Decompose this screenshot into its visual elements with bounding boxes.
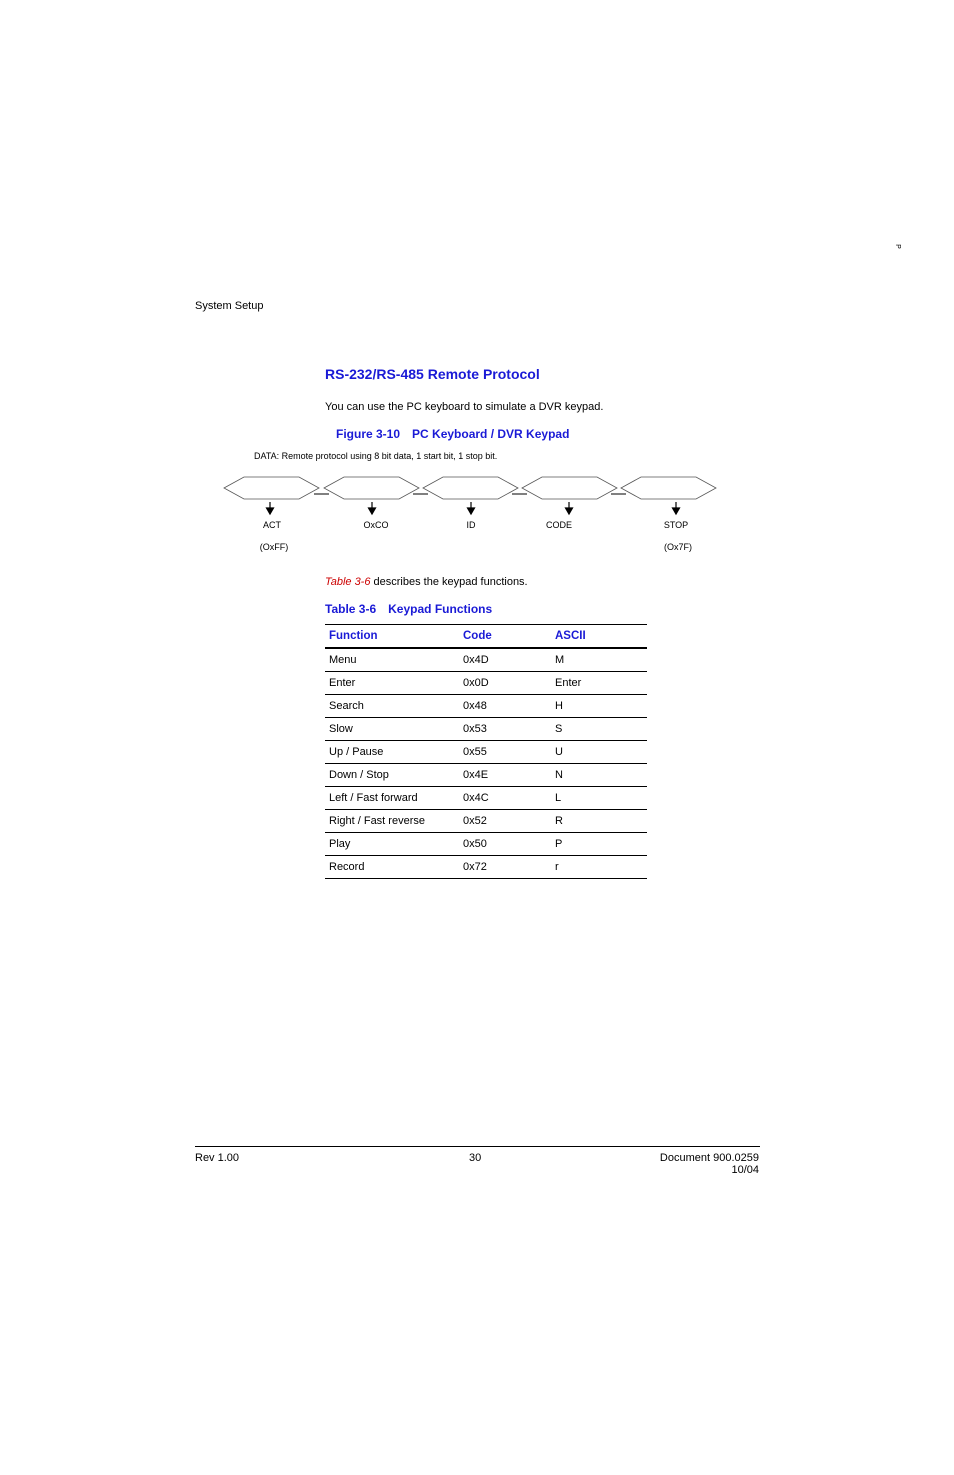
cell-ascii: Enter xyxy=(551,672,647,695)
table-row xyxy=(325,787,647,810)
cell-function: Left / Fast forward xyxy=(325,787,459,810)
field-label-stop: STOP xyxy=(663,520,689,530)
field-sub-stop: (Ox7F) xyxy=(664,542,692,552)
cell-function: Slow xyxy=(325,718,459,741)
corner-mark: P xyxy=(893,244,901,249)
cell-function: Play xyxy=(325,833,459,856)
field-label-act: ACT xyxy=(263,520,281,530)
cell-function: Enter xyxy=(325,672,459,695)
footer-document-number: Document 900.0259 xyxy=(659,1152,759,1164)
table-row xyxy=(325,741,647,764)
reference-text: describes the keypad functions. xyxy=(370,576,528,588)
cell-code: 0x53 xyxy=(459,718,551,741)
footer-revision: Rev 1.00 xyxy=(195,1152,240,1164)
footer-date: 10/04 xyxy=(731,1164,759,1176)
field-shape-code xyxy=(522,477,617,499)
arrow-act xyxy=(267,508,274,514)
table-row xyxy=(325,648,647,672)
cell-ascii: L xyxy=(551,787,647,810)
running-header: System Setup xyxy=(195,300,264,312)
figure-caption xyxy=(336,427,569,441)
cell-ascii: P xyxy=(551,833,647,856)
cell-code: 0x52 xyxy=(459,810,551,833)
field-label-oxco: OxCO xyxy=(363,520,389,530)
table-reference xyxy=(325,576,528,588)
table-row xyxy=(325,856,647,879)
footer-rule xyxy=(195,1146,760,1147)
cell-code: 0x4E xyxy=(459,764,551,787)
footer-page-number: 30 xyxy=(469,1152,482,1164)
table-row xyxy=(325,672,647,695)
cell-function: Menu xyxy=(325,648,459,672)
header-ascii: ASCII xyxy=(551,625,647,649)
arrow-code xyxy=(566,508,573,514)
footer-document xyxy=(600,1152,759,1176)
field-shape-oxco xyxy=(324,477,419,499)
cell-ascii: S xyxy=(551,718,647,741)
cell-function: Down / Stop xyxy=(325,764,459,787)
table-row xyxy=(325,810,647,833)
cell-function: Up / Pause xyxy=(325,741,459,764)
arrow-id xyxy=(468,508,475,514)
cell-function: Right / Fast reverse xyxy=(325,810,459,833)
table-row xyxy=(325,718,647,741)
cell-ascii: R xyxy=(551,810,647,833)
table-row xyxy=(325,764,647,787)
cell-ascii: N xyxy=(551,764,647,787)
field-shape-act xyxy=(224,477,319,499)
cell-code: 0x48 xyxy=(459,695,551,718)
cell-code: 0x0D xyxy=(459,672,551,695)
data-format-label: DATA: Remote protocol using 8 bit data, 1 start bit, 1 stop bit. xyxy=(254,451,498,461)
field-shape-stop xyxy=(621,477,716,499)
table-caption xyxy=(325,602,492,616)
cell-code: 0x55 xyxy=(459,741,551,764)
keypad-functions-table xyxy=(325,624,647,879)
table-number: Table 3-6 xyxy=(325,602,377,616)
table-header-row xyxy=(325,625,647,649)
arrow-oxco xyxy=(369,508,376,514)
field-label-id: ID xyxy=(466,520,476,530)
cell-ascii: U xyxy=(551,741,647,764)
table-title: Keypad Functions xyxy=(388,602,493,616)
cell-code: 0x4D xyxy=(459,648,551,672)
cell-code: 0x50 xyxy=(459,833,551,856)
header-code: Code xyxy=(459,625,551,649)
header-function: Function xyxy=(325,625,459,649)
figure-title: PC Keyboard / DVR Keypad xyxy=(412,427,570,441)
cell-code: 0x4C xyxy=(459,787,551,810)
field-label-code: CODE xyxy=(545,520,572,530)
field-shape-id xyxy=(423,477,518,499)
cell-ascii: M xyxy=(551,648,647,672)
table-row xyxy=(325,695,647,718)
section-heading: RS-232/RS-485 Remote Protocol xyxy=(325,366,540,382)
intro-paragraph: You can use the PC keyboard to simulate a DVR keypad. xyxy=(325,401,604,413)
arrow-stop xyxy=(673,508,680,514)
cell-ascii: r xyxy=(551,856,647,879)
field-sub-act: (OxFF) xyxy=(259,542,289,552)
table-link[interactable]: Table 3-6 xyxy=(325,576,371,588)
table-row xyxy=(325,833,647,856)
cell-function: Search xyxy=(325,695,459,718)
figure-number: Figure 3-10 xyxy=(336,427,401,441)
cell-function: Record xyxy=(325,856,459,879)
cell-ascii: H xyxy=(551,695,647,718)
cell-code: 0x72 xyxy=(459,856,551,879)
